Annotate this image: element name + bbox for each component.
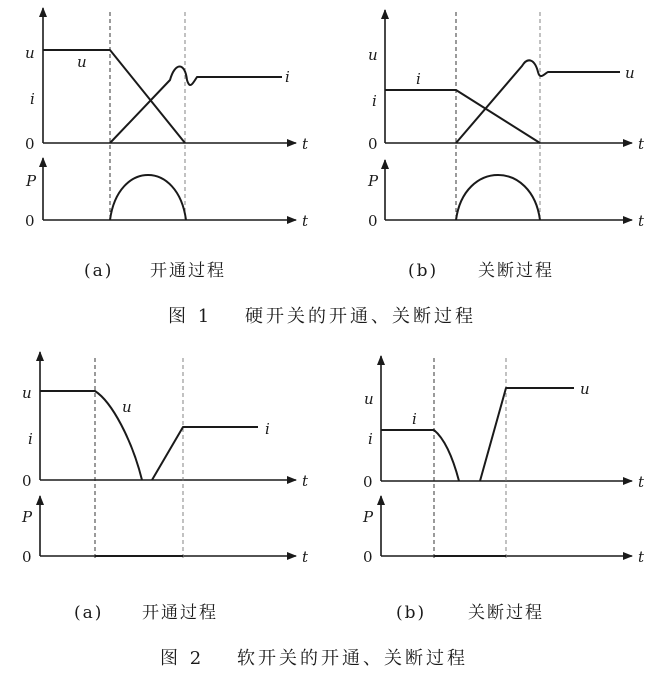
- fig1b-pt-label: t: [638, 212, 645, 230]
- fig1a-panel-label: (a): [84, 261, 114, 281]
- fig1b-i-tick: i: [372, 92, 377, 110]
- fig2a-p-tick: P: [22, 508, 33, 526]
- fig1a-i-curve-label: i: [285, 68, 290, 86]
- fig1a-i-tick: i: [30, 90, 35, 108]
- fig2a-current-curve: [152, 427, 258, 480]
- fig1a-u-curve-label: u: [77, 53, 87, 71]
- fig1a-voltage-curve: [43, 50, 185, 143]
- fig1b-voltage-curve: [456, 60, 620, 143]
- fig1b-power-curve: [456, 175, 540, 220]
- fig2b-i-tick: i: [368, 430, 373, 448]
- fig2a-pt-label: t: [302, 548, 309, 566]
- fig1a-panel-title: 开通过程: [150, 261, 226, 281]
- fig1a-p-zero-tick: 0: [25, 212, 35, 230]
- fig2b-u-curve-label: u: [580, 380, 590, 398]
- fig1b-p-zero-tick: 0: [368, 212, 378, 230]
- fig1-panel-a: [25, 8, 309, 281]
- fig1b-panel-title: 关断过程: [478, 261, 554, 281]
- fig1a-pt-label: t: [302, 212, 309, 230]
- fig2-caption-number: 图 2: [160, 648, 205, 669]
- fig1a-t-label: t: [302, 135, 309, 153]
- fig2a-u-curve-label: u: [122, 398, 132, 416]
- fig2-panel-b: [362, 356, 645, 623]
- fig2b-t-label: t: [638, 473, 645, 491]
- fig2b-current-curve: [381, 430, 459, 481]
- fig1b-u-tick: u: [368, 46, 378, 64]
- fig2b-p-zero-tick: 0: [363, 548, 373, 566]
- fig1b-t-label: t: [638, 135, 645, 153]
- fig1b-zero-tick: 0: [368, 135, 378, 153]
- fig1b-p-tick: P: [368, 172, 379, 190]
- fig2b-voltage-curve: [480, 388, 574, 481]
- fig2a-i-curve-label: i: [265, 420, 270, 438]
- fig1b-panel-label: (b): [408, 261, 439, 281]
- fig2b-u-tick: u: [364, 390, 374, 408]
- fig1a-p-tick: P: [26, 172, 37, 190]
- fig2b-i-curve-label: i: [412, 410, 417, 428]
- fig1a-zero-tick: 0: [25, 135, 35, 153]
- fig2b-pt-label: t: [638, 548, 645, 566]
- fig2b-panel-title: 关断过程: [468, 603, 544, 623]
- fig1-caption-text: 硬开关的开通、关断过程: [245, 306, 476, 327]
- fig2b-p-tick: P: [363, 508, 374, 526]
- fig1b-i-curve-label: i: [416, 70, 421, 88]
- fig2a-t-label: t: [302, 472, 309, 490]
- fig2a-panel-title: 开通过程: [142, 603, 218, 623]
- fig2a-p-zero-tick: 0: [22, 548, 32, 566]
- fig1a-power-curve: [110, 175, 186, 220]
- fig1-caption-number: 图 1: [168, 306, 213, 327]
- fig2a-panel-label: (a): [74, 603, 104, 623]
- fig1-panel-b: [367, 10, 645, 281]
- fig2b-panel-label: (b): [396, 603, 427, 623]
- fig2a-zero-tick: 0: [22, 472, 32, 490]
- fig1a-u-tick: u: [25, 44, 35, 62]
- fig1a-current-curve: [110, 67, 282, 144]
- fig2-panel-a: [21, 352, 309, 623]
- fig2a-i-tick: i: [28, 430, 33, 448]
- fig2a-u-tick: u: [22, 384, 32, 402]
- fig1b-u-curve-label: u: [625, 64, 635, 82]
- fig2-caption-text: 软开关的开通、关断过程: [237, 648, 468, 669]
- fig2b-zero-tick: 0: [363, 473, 373, 491]
